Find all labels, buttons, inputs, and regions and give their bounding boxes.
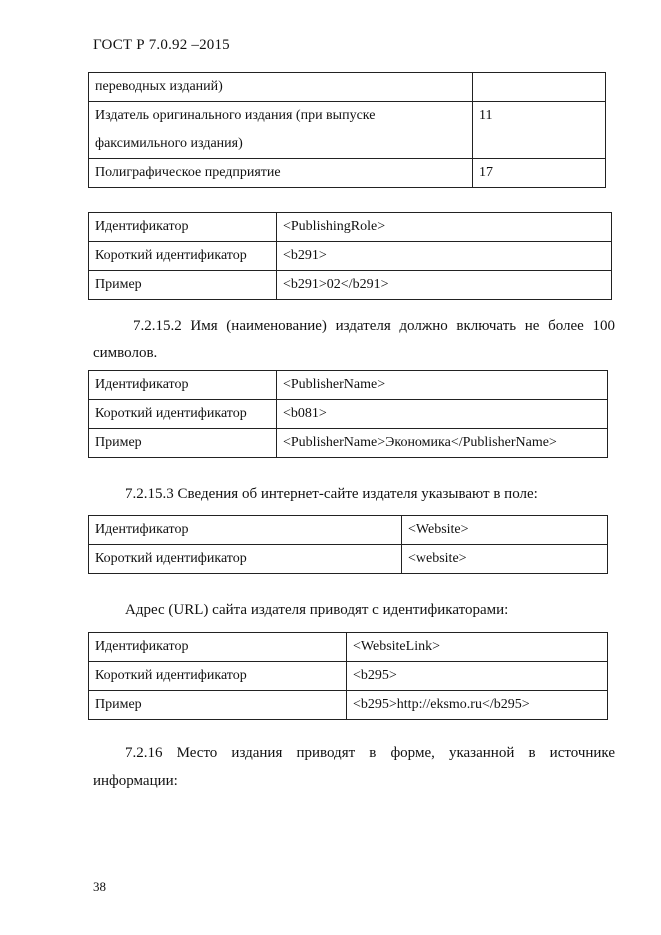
table-cell: 17 <box>473 159 606 188</box>
table-cell: <website> <box>402 545 608 574</box>
page-number: 38 <box>93 879 106 894</box>
table-cell: Издатель оригинального издания (при выпуске факсимильного издания) <box>89 102 473 159</box>
table-row <box>89 159 606 188</box>
table-cell: 11 <box>473 102 606 159</box>
paragraph-publisher-name-line1: 7.2.15.2 Имя (наименование) издателя должно включать не более 100 <box>133 318 615 334</box>
table-cell: Полиграфическое предприятие <box>89 159 473 188</box>
table-cell: переводных изданий) <box>89 73 473 102</box>
table-row <box>89 73 606 102</box>
publisher-name-table <box>88 370 608 458</box>
paragraph-place-of-publication-line2: информации: <box>93 773 178 789</box>
table-cell: <WebsiteLink> <box>347 633 608 662</box>
table-cell: <Website> <box>402 516 608 545</box>
paragraph-place-of-publication-line1: 7.2.16 Место издания приводят в форме, указанной в источнике <box>125 745 615 761</box>
table-cell: Пример <box>89 691 347 720</box>
table-row <box>89 662 608 691</box>
table-row <box>89 691 608 720</box>
paragraph-publisher-name-line2: символов. <box>93 345 158 361</box>
table-cell: <PublisherName>Экономика</PublisherName> <box>277 429 608 458</box>
table-cell: Идентификатор <box>89 371 277 400</box>
table-cell: <PublisherName> <box>277 371 608 400</box>
table-cell: <b295> <box>347 662 608 691</box>
table-cell: Идентификатор <box>89 213 277 242</box>
table-cell <box>473 73 606 102</box>
publishing-role-table <box>88 212 612 300</box>
document-header: ГОСТ Р 7.0.92 –2015 <box>93 37 230 53</box>
table-cell: <b291> <box>277 242 612 271</box>
website-table <box>88 515 608 574</box>
table-row <box>89 213 612 242</box>
table-row <box>89 271 612 300</box>
paragraph-website: 7.2.15.3 Сведения об интернет-сайте издателя указывают в поле: <box>125 486 538 502</box>
table-row <box>89 429 608 458</box>
table-row <box>89 545 608 574</box>
table-cell: <b081> <box>277 400 608 429</box>
table-cell: <PublishingRole> <box>277 213 612 242</box>
table-row <box>89 102 606 159</box>
paragraph-website-url: Адрес (URL) сайта издателя приводят с идентификаторами: <box>125 602 509 618</box>
table-cell: Идентификатор <box>89 516 402 545</box>
table-row <box>89 242 612 271</box>
table-cell: Идентификатор <box>89 633 347 662</box>
table-row <box>89 633 608 662</box>
table-cell: Короткий идентификатор <box>89 545 402 574</box>
table-cell: Короткий идентификатор <box>89 242 277 271</box>
table-cell: <b291>02</b291> <box>277 271 612 300</box>
table-cell: <b295>http://eksmo.ru</b295> <box>347 691 608 720</box>
website-link-table <box>88 632 608 720</box>
table-cell: Пример <box>89 271 277 300</box>
table-row <box>89 516 608 545</box>
table-row <box>89 371 608 400</box>
table-cell: Короткий идентификатор <box>89 662 347 691</box>
table-cell: Пример <box>89 429 277 458</box>
publisher-role-codes-table <box>88 72 606 188</box>
table-cell: Короткий идентификатор <box>89 400 277 429</box>
table-row <box>89 400 608 429</box>
